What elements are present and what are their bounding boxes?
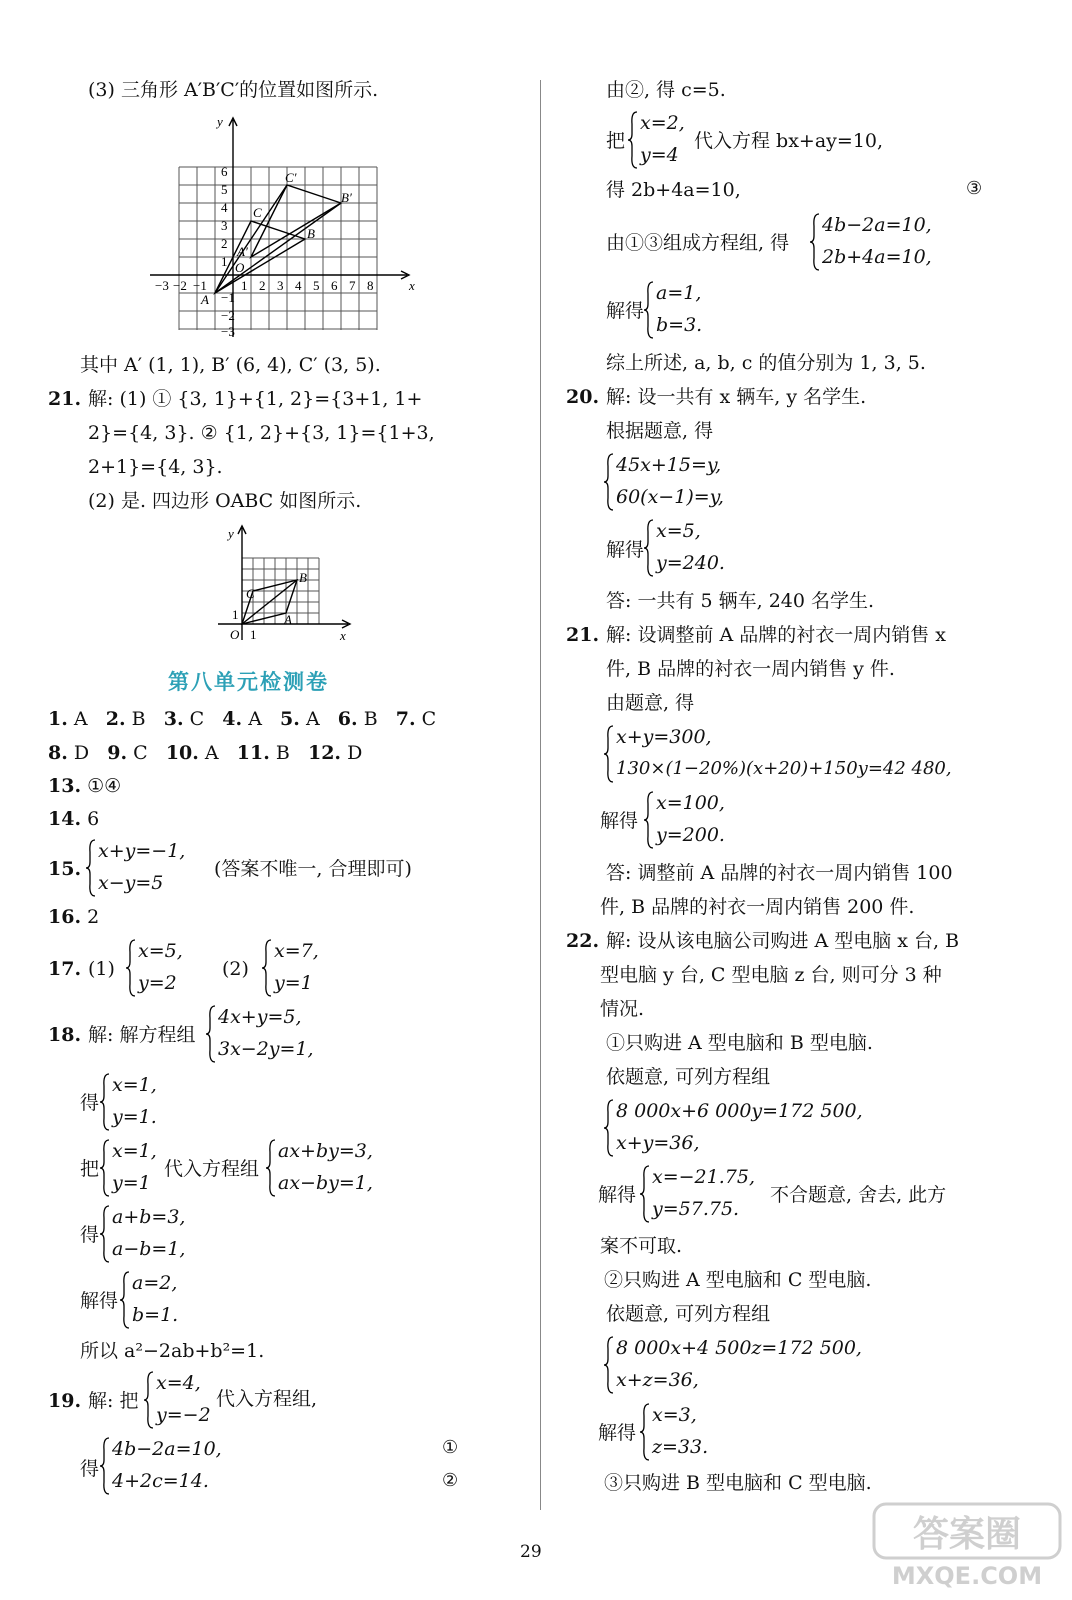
svg-text:−2: −2 (173, 278, 187, 293)
text-line: 代入方程组 (164, 1158, 260, 1180)
text-line: 2}={4, 3}. ② {1, 2}+{3, 1}={1+3, (88, 422, 435, 444)
answer-row: 14. 6 (48, 808, 100, 830)
text-line: ③只购进 B 型电脑和 C 型电脑. (604, 1472, 872, 1494)
answer-row: 1. A 2. B 3. C 4. A 5. A 6. B 7. C (48, 708, 437, 730)
watermark-logo (872, 1500, 1062, 1590)
svg-text:A′: A′ (237, 244, 248, 259)
text-line: 由①③组成方程组, 得 (606, 232, 790, 254)
page-number: 29 (520, 1542, 542, 1562)
text-line: 情况. (600, 998, 645, 1020)
answer-row: 8. D 9. C 10. A 11. B 12. D (48, 742, 363, 764)
text-line: 根据题意, 得 (606, 420, 714, 442)
text-line: (1) (88, 958, 115, 980)
text-line: 件, B 品牌的衬衣一周内销售 200 件. (600, 896, 915, 918)
svg-text:1: 1 (241, 278, 248, 293)
svg-text:B: B (299, 570, 307, 585)
text-line: 解: 设调整前 A 品牌的衬衣一周内销售 x (606, 624, 946, 646)
svg-text:7: 7 (349, 278, 356, 293)
text-line: 案不可取. (600, 1235, 683, 1257)
text-line: 解得 (600, 810, 639, 832)
text-line: 解得 (606, 300, 645, 322)
svg-text:2: 2 (259, 278, 266, 293)
text-line: 2+1}={4, 3}. (88, 456, 223, 478)
svg-text:3: 3 (277, 278, 284, 293)
svg-text:y: y (228, 526, 234, 541)
text-line: 不合题意, 舍去, 此方 (770, 1184, 947, 1206)
question-number: 18. (48, 1024, 82, 1046)
text-line: (2) 是. 四边形 OABC 如图所示. (88, 490, 362, 512)
text-line: 解: 设从该电脑公司购进 A 型电脑 x 台, B (606, 930, 960, 952)
svg-text:−3: −3 (221, 324, 235, 337)
column-divider (540, 80, 541, 1510)
svg-text:x: x (340, 628, 346, 643)
text-line: 由题意, 得 (606, 692, 695, 714)
text-line: 解: 把 (88, 1390, 139, 1412)
text-line: 解: (1) ① {3, 1}+{1, 2}={3+1, 1+ (88, 388, 423, 410)
text-line: 得 2b+4a=10, (606, 179, 741, 201)
svg-text:MXQE.COM: MXQE.COM (891, 1562, 1043, 1590)
circled-marker: ③ (966, 178, 983, 199)
svg-text:6: 6 (331, 278, 338, 293)
circled-marker: ① (442, 1437, 459, 1458)
svg-text:B: B (307, 226, 315, 241)
text-line: 解得 (598, 1422, 637, 1444)
answer-row: 16. 2 (48, 906, 100, 928)
text-line: ②只购进 A 型电脑和 C 型电脑. (604, 1269, 872, 1291)
svg-text:O: O (235, 260, 245, 275)
question-number: 15. (48, 858, 82, 880)
text-line: 解得 (606, 539, 645, 561)
text-line: 解: 设一共有 x 辆车, y 名学生. (606, 386, 867, 408)
svg-text:4: 4 (295, 278, 302, 293)
question-number: 21. (48, 388, 82, 410)
text-line: 答: 调整前 A 品牌的衬衣一周内销售 100 (606, 862, 953, 884)
question-number: 17. (48, 958, 82, 980)
text-line: (3) 三角形 A′B′C′的位置如图所示. (88, 79, 379, 101)
svg-text:A: A (284, 612, 292, 627)
circled-marker: ② (442, 1470, 459, 1491)
svg-text:−2: −2 (221, 308, 235, 323)
text-line: 件, B 品牌的衬衣一周内销售 y 件. (606, 658, 895, 680)
text-line: 依题意, 可列方程组 (606, 1303, 771, 1325)
svg-text:O: O (230, 627, 240, 642)
text-line: 解: 解方程组 (88, 1024, 196, 1046)
svg-text:6: 6 (221, 164, 228, 179)
svg-text:5: 5 (313, 278, 320, 293)
text-line: 综上所述, a, b, c 的值分别为 1, 3, 5. (606, 352, 926, 374)
text-line: (答案不唯一, 合理即可) (214, 858, 412, 880)
text-line: 代入方程 bx+ay=10, (694, 130, 884, 152)
text-line: 得 (80, 1224, 100, 1246)
text-line: 型电脑 y 台, C 型电脑 z 台, 则可分 3 种 (600, 964, 942, 986)
text-line: 答: 一共有 5 辆车, 240 名学生. (606, 590, 875, 612)
text-line: 解得 (80, 1290, 119, 1312)
text-line: 得 (80, 1458, 100, 1480)
text-line: (2) (222, 958, 249, 980)
svg-text:C: C (246, 586, 255, 601)
svg-text:A: A (201, 292, 209, 307)
text-line: 其中 A′ (1, 1), B′ (6, 4), C′ (3, 5). (80, 354, 381, 376)
text-line: 代入方程组, (216, 1388, 318, 1410)
svg-text:1: 1 (221, 254, 228, 269)
svg-text:1: 1 (250, 627, 257, 642)
svg-text:−1: −1 (193, 278, 207, 293)
text-line: 解得 (598, 1184, 637, 1206)
svg-text:x: x (409, 278, 415, 293)
svg-text:2: 2 (221, 236, 228, 251)
svg-text:C: C (253, 205, 262, 220)
text-line: 把 (80, 1158, 100, 1180)
text-line: 所以 a²−2ab+b²=1. (80, 1340, 265, 1362)
coordinate-figure-1 (145, 112, 425, 337)
svg-text:3: 3 (221, 218, 228, 233)
svg-text:B′: B′ (341, 190, 352, 205)
svg-text:C′: C′ (285, 170, 297, 185)
svg-text:8: 8 (367, 278, 374, 293)
question-number: 22. (566, 930, 600, 952)
svg-text:5: 5 (221, 182, 228, 197)
section-title: 第八单元检测卷 (168, 670, 329, 694)
svg-text:4: 4 (221, 200, 228, 215)
text-line: 把 (606, 130, 626, 152)
question-number: 21. (566, 624, 600, 646)
question-number: 19. (48, 1390, 82, 1412)
svg-text:y: y (217, 114, 223, 129)
svg-text:−3: −3 (155, 278, 169, 293)
svg-text:答案圈: 答案圈 (912, 1514, 1022, 1555)
text-line: 由②, 得 c=5. (606, 79, 726, 101)
svg-text:−1: −1 (221, 290, 235, 305)
text-line: 得 (80, 1092, 100, 1114)
question-number: 20. (566, 386, 600, 408)
svg-text:1: 1 (232, 607, 239, 622)
text-line: ①只购进 A 型电脑和 B 型电脑. (606, 1032, 873, 1054)
text-line: 依题意, 可列方程组 (606, 1066, 771, 1088)
answer-row: 13. ①④ (48, 775, 122, 797)
coordinate-figure-2 (218, 522, 358, 647)
